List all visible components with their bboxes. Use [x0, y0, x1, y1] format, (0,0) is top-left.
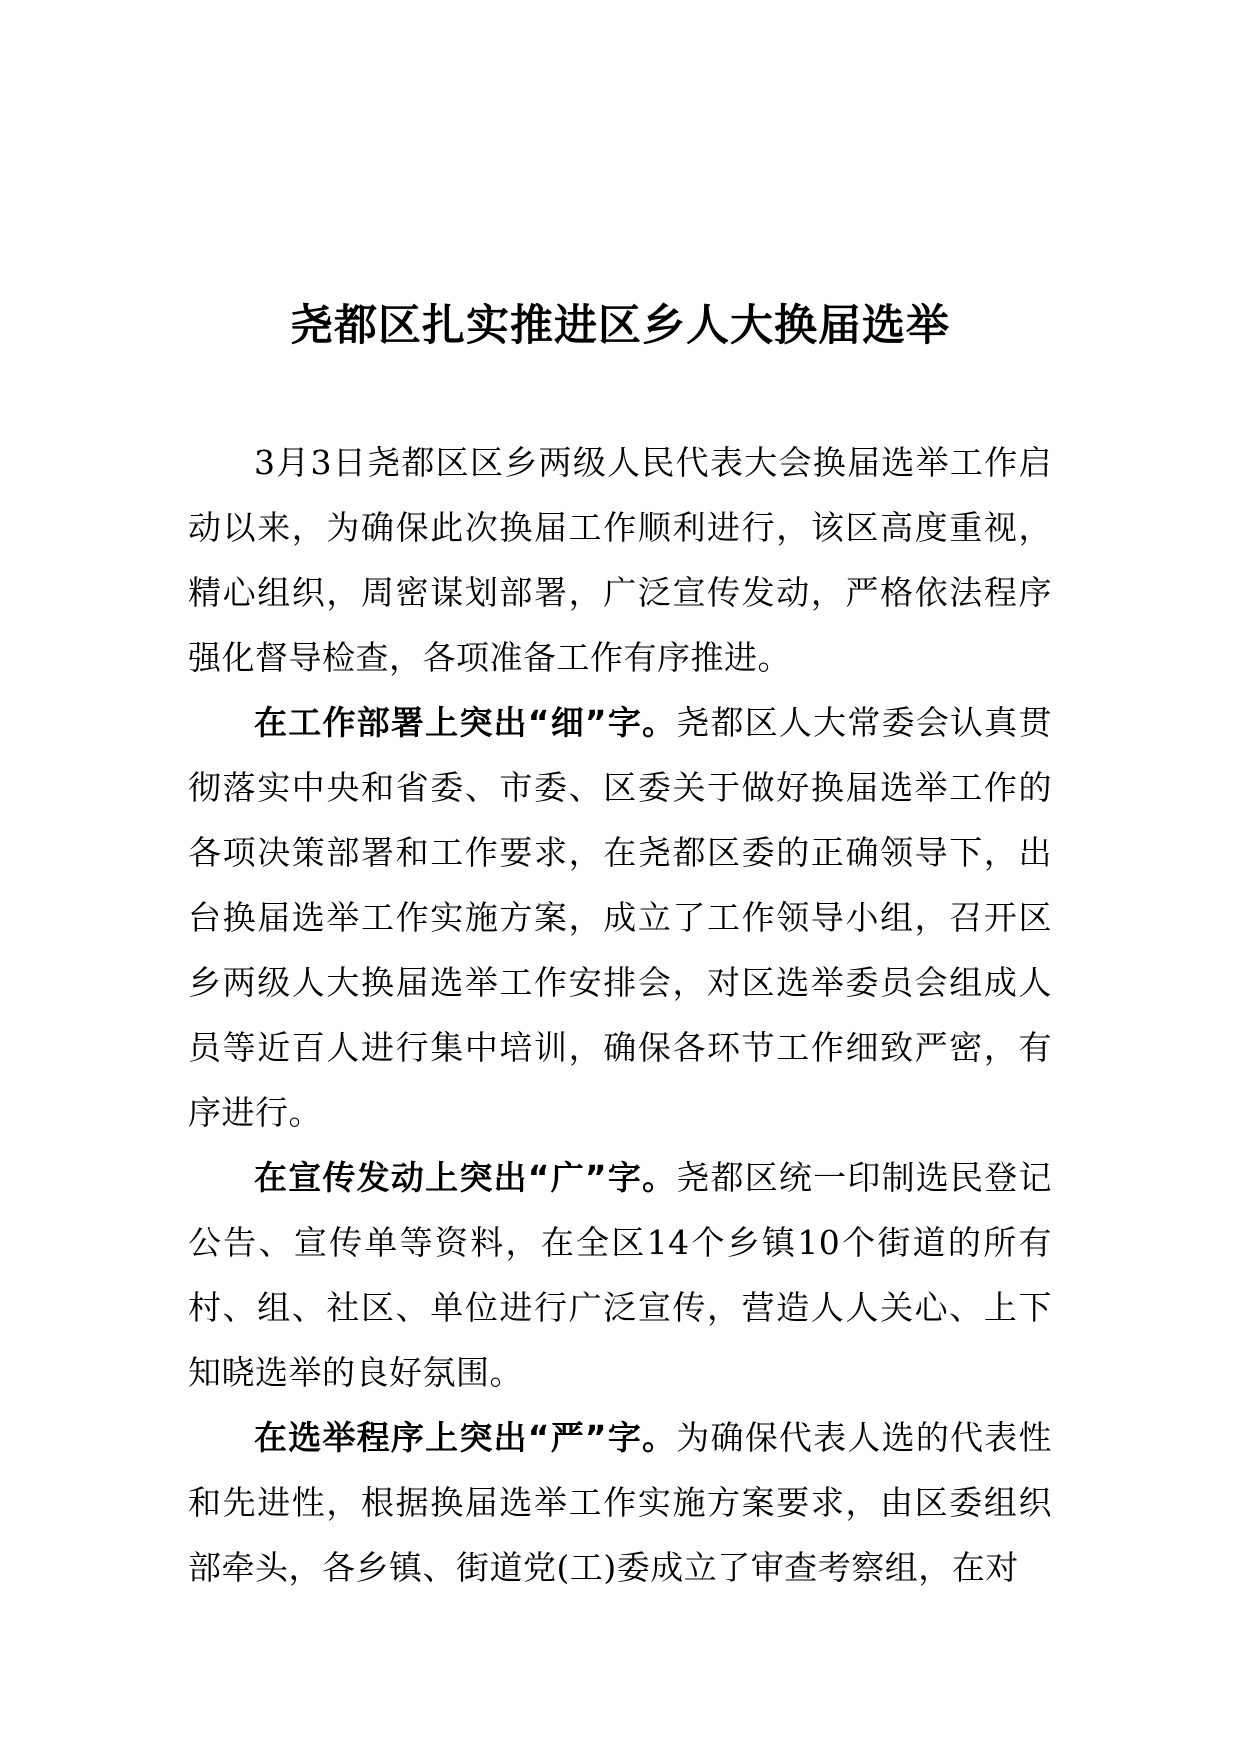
paragraph-publicity — [188, 1145, 1052, 1405]
paragraph-text: 尧都区统一印制选民登记公告、宣传单等资料，在全区14个乡镇10个街道的所有村、组、社区、单位进行广泛宣传，营造人人关心、上下知晓选举的良好氛围。 — [188, 1158, 1052, 1392]
paragraph-text: 尧都区人大常委会认真贯彻落实中央和省委、市委、区委关于做好换届选举工作的各项决策部署和工作要求，在尧都区委的正确领导下，出台换届选举工作实施方案，成立了工作领导小组，召开区乡两级人大换届选举工作安排会，对区选举委员会组成人员等近百人进行集中培训，确保各环节工作细致严密，有序进行。 — [188, 703, 1052, 1132]
paragraph-text: 3月3日尧都区区乡两级人民代表大会换届选举工作启动以来，为确保此次换届工作顺利进行，该区高度重视，精心组织，周密谋划部署，广泛宣传发动，严格依法程序强化督导检查，各项准备工作有序推进。 — [188, 443, 1052, 677]
document-title: 尧都区扎实推进区乡人大换届选举 — [290, 301, 950, 351]
paragraph-lead: 在选举程序上突出“严”字。 — [254, 1418, 677, 1457]
paragraph-lead: 在工作部署上突出“细”字。 — [254, 703, 677, 742]
paragraph-text: 为确保代表人选的代表性和先进性，根据换届选举工作实施方案要求，由区委组织部牵头，各乡镇、街道党(工)委成立了审查考察组，在对 — [188, 1418, 1052, 1587]
paragraph-intro — [188, 430, 1052, 690]
paragraph-procedure — [188, 1405, 1052, 1600]
paragraph-deployment — [188, 690, 1052, 1145]
paragraph-lead: 在宣传发动上突出“广”字。 — [254, 1158, 677, 1197]
document-body — [188, 430, 1052, 1600]
